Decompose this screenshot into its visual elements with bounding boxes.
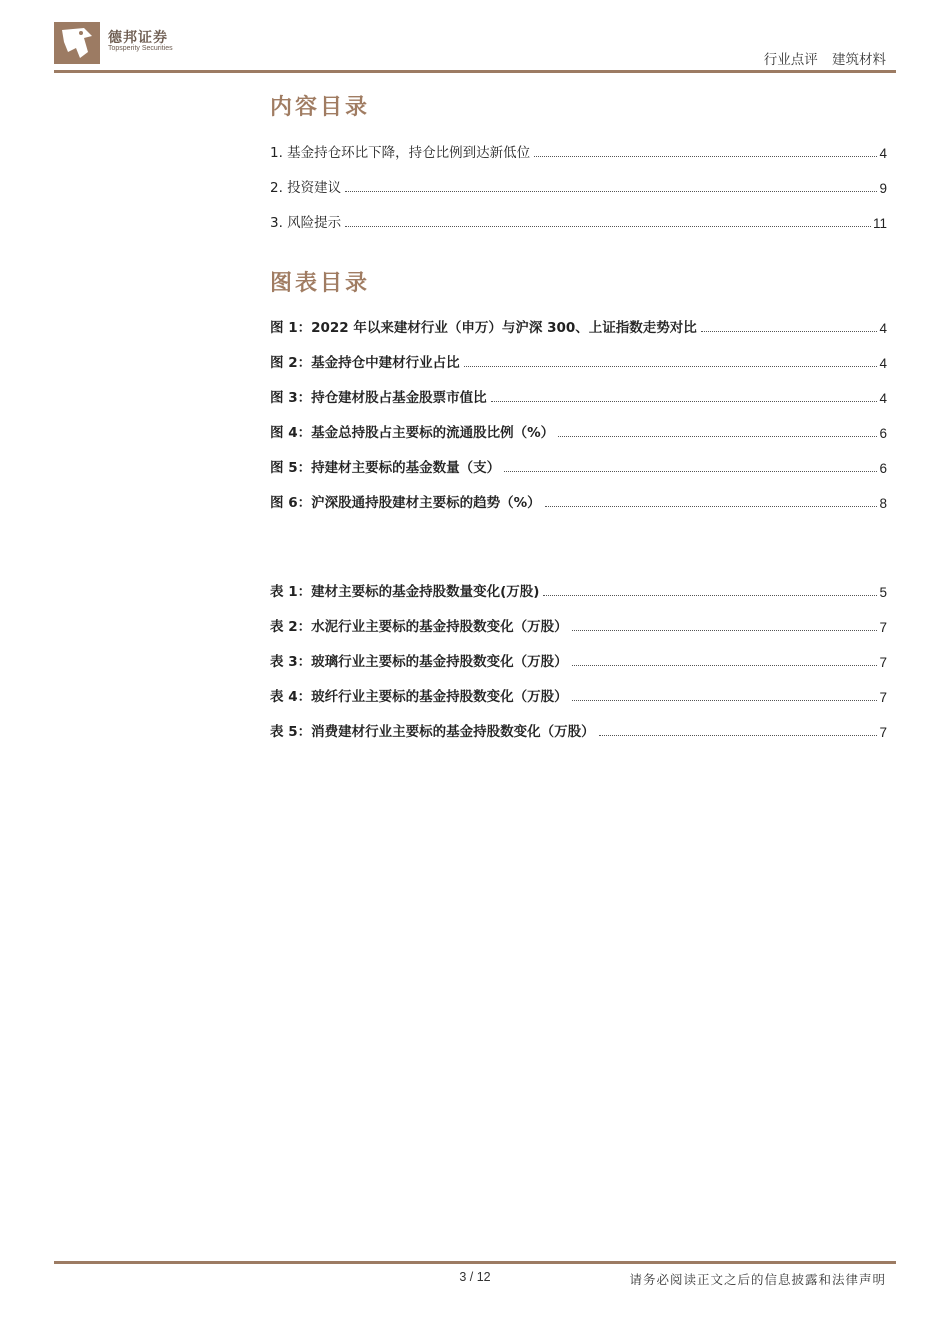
toc-item-label: 图 1：2022 年以来建材行业（申万）与沪深 300、上证指数走势对比 bbox=[270, 320, 697, 336]
toc-leader-dots bbox=[701, 331, 878, 332]
figure-item[interactable] bbox=[270, 456, 887, 476]
toc-item-label: 表 3：玻璃行业主要标的基金持股数变化（万股） bbox=[270, 654, 568, 670]
toc-item-label: 表 1：建材主要标的基金持股数量变化(万股) bbox=[270, 584, 540, 600]
toc-item-label: 表 4：玻纤行业主要标的基金持股数变化（万股） bbox=[270, 689, 568, 705]
toc-item-page: 6 bbox=[879, 426, 887, 441]
figure-item[interactable] bbox=[270, 351, 887, 371]
toc-leader-dots bbox=[504, 471, 877, 472]
header-report-type bbox=[754, 48, 886, 68]
toc-item-label: 3. 风险提示 bbox=[270, 215, 342, 231]
page-header bbox=[0, 0, 950, 75]
contents-title: 内容目录 bbox=[270, 95, 371, 120]
figures-title: 图表目录 bbox=[270, 271, 371, 296]
company-logo-icon bbox=[54, 22, 100, 64]
toc-item-page: 7 bbox=[879, 655, 887, 670]
toc-item-page: 4 bbox=[879, 321, 887, 336]
toc-item-label: 图 4：基金总持股占主要标的流通股比例（%） bbox=[270, 425, 555, 441]
toc-leader-dots bbox=[572, 700, 878, 701]
table-item[interactable] bbox=[270, 615, 887, 635]
toc-item-page: 11 bbox=[872, 216, 887, 231]
page-number: 3 / 12 bbox=[459, 1270, 491, 1284]
contents-item[interactable] bbox=[270, 141, 887, 161]
toc-item-page: 4 bbox=[879, 391, 887, 406]
toc-item-page: 6 bbox=[879, 461, 887, 476]
toc-leader-dots bbox=[572, 630, 878, 631]
figure-item[interactable] bbox=[270, 386, 887, 406]
figure-item[interactable] bbox=[270, 316, 887, 336]
footer-disclaimer: 请务必阅读正文之后的信息披露和法律声明 bbox=[629, 1272, 886, 1287]
footer-divider bbox=[54, 1261, 896, 1264]
toc-leader-dots bbox=[491, 401, 878, 402]
toc-leader-dots bbox=[345, 226, 871, 227]
toc-leader-dots bbox=[543, 595, 877, 596]
toc-leader-dots bbox=[599, 735, 878, 736]
toc-leader-dots bbox=[345, 191, 877, 192]
table-item[interactable] bbox=[270, 685, 887, 705]
toc-leader-dots bbox=[464, 366, 878, 367]
contents-item[interactable] bbox=[270, 211, 887, 231]
toc-item-label: 2. 投资建议 bbox=[270, 180, 342, 196]
toc-item-page: 5 bbox=[879, 585, 887, 600]
toc-item-label: 表 5：消费建材行业主要标的基金持股数变化（万股） bbox=[270, 724, 595, 740]
header-category: 行业点评 bbox=[763, 52, 818, 68]
toc-item-page: 7 bbox=[879, 620, 887, 635]
toc-leader-dots bbox=[558, 436, 877, 437]
toc-leader-dots bbox=[572, 665, 878, 666]
table-item[interactable] bbox=[270, 650, 887, 670]
header-divider bbox=[54, 70, 896, 73]
toc-item-page: 7 bbox=[879, 725, 887, 740]
figure-item[interactable] bbox=[270, 421, 887, 441]
toc-item-page: 9 bbox=[879, 181, 887, 196]
toc-leader-dots bbox=[534, 156, 877, 157]
toc-item-page: 4 bbox=[879, 356, 887, 371]
toc-item-label: 图 6：沪深股通持股建材主要标的趋势（%） bbox=[270, 495, 541, 511]
toc-item-label: 图 3：持仓建材股占基金股票市值比 bbox=[270, 390, 487, 406]
toc-item-page: 8 bbox=[879, 496, 887, 511]
toc-item-label: 表 2：水泥行业主要标的基金持股数变化（万股） bbox=[270, 619, 568, 635]
toc-item-label: 图 5：持建材主要标的基金数量（支） bbox=[270, 460, 501, 476]
table-item[interactable] bbox=[270, 580, 887, 600]
contents-item[interactable] bbox=[270, 176, 887, 196]
toc-item-label: 1. 基金持仓环比下降，持仓比例到达新低位 bbox=[270, 145, 531, 161]
toc-item-page: 4 bbox=[879, 146, 887, 161]
logo-company-name-en: Topsperity Securities bbox=[108, 45, 173, 52]
toc-leader-dots bbox=[545, 506, 878, 507]
figure-item[interactable] bbox=[270, 491, 887, 511]
toc-item-label: 图 2：基金持仓中建材行业占比 bbox=[270, 355, 460, 371]
toc-item-page: 7 bbox=[879, 690, 887, 705]
logo-company-name: 德邦证券 bbox=[108, 30, 168, 46]
table-item[interactable] bbox=[270, 720, 887, 740]
header-sector: 建筑材料 bbox=[832, 52, 886, 68]
